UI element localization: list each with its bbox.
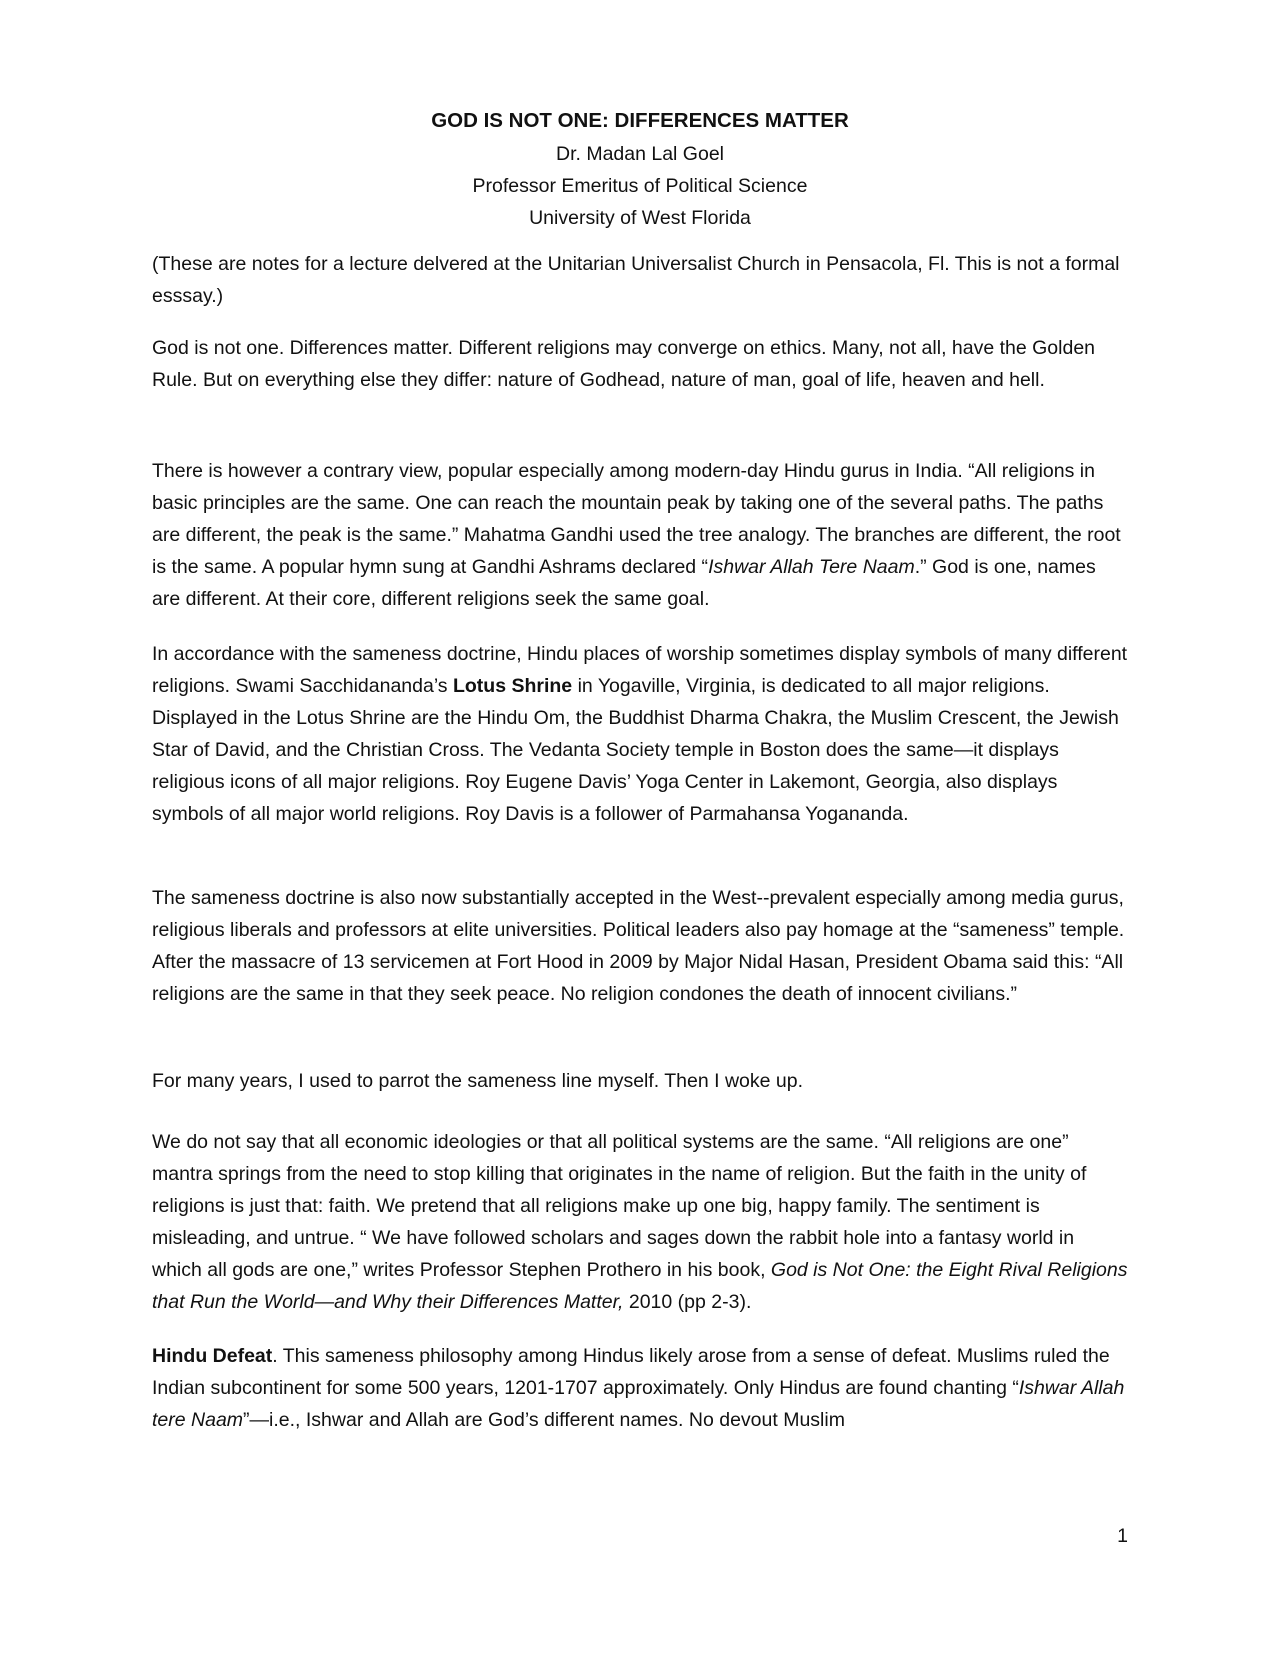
paragraph-6-italic: God is Not One: the Eight Rival Religions that Run the World—and Why their Differences Matter,: [152, 1259, 1128, 1313]
paragraph-3: [152, 638, 1128, 830]
paragraph-6-text-b: 2010 (pp 2-3).: [623, 1291, 752, 1313]
paragraph-2: [152, 455, 1128, 615]
paragraph-7: [152, 1340, 1128, 1436]
document-title: GOD IS NOT ONE: DIFFERENCES MATTER: [431, 109, 849, 132]
paragraph-2-text-b: .” God is one, names are different. At their core, different religions seek the same goal.: [152, 556, 1096, 610]
paragraph-1-text: God is not one. Differences matter. Different religions may converge on ethics. Many, not all, have the Golden Rule. But on everything else they differ: nature of Godhead, nature of man, goal of life, heaven and hell.: [152, 337, 1096, 391]
paragraph-6: [152, 1126, 1128, 1318]
paragraph-6-text-a: We do not say that all economic ideologies or that all political systems are the same. “All religions are one” mantra springs from the need to stop killing that originates in the name of religion. But the faith in the unity of religions is just that: faith. We pretend that all religions make up one big, happy family. The sentiment is misleading, and untrue. “ We have followed scholars and sages down the rabbit hole into a fantasy world in which all gods are one,” writes Professor Stephen Prothero in his book,: [152, 1131, 1087, 1281]
author-name: Dr. Madan Lal Goel: [555, 143, 724, 165]
paragraph-3-text-b: in Yogaville, Virginia, is dedicated to all major religions. Displayed in the Lotus Shrine are the Hindu Om, the Buddhist Dharma Chakra, the Muslim Crescent, the Jewish Star of David, and the Christian Cross. The Vedanta Society temple in Boston does the same—it displays religious icons of all major religions. Roy Eugene Davis’ Yoga Center in Lakemont, Georgia, also displays symbols of all major world religions. Roy Davis is a follower of Parmahansa Yogananda.: [152, 675, 1119, 825]
paragraph-1: [152, 332, 1128, 396]
paragraph-3-bold: Lotus Shrine: [452, 675, 573, 697]
paragraph-7-bold: Hindu Defeat: [152, 1345, 273, 1367]
paragraph-7-text-a: . This sameness philosophy among Hindus likely arose from a sense of defeat. Muslims ruled the Indian subcontinent for some 500 years, 1201-1707 approximately. Only Hindus are found chanting “: [152, 1345, 1110, 1399]
paragraph-5: [152, 1065, 1128, 1097]
paragraph-2-italic: Ishwar Allah Tere Naam: [708, 556, 915, 578]
paragraph-5-text: For many years, I used to parrot the sameness line myself. Then I woke up.: [152, 1070, 804, 1092]
lecture-note-paragraph: [152, 248, 1128, 312]
paragraph-2-text-a: There is however a contrary view, popular especially among modern-day Hindu gurus in India. “All religions in basic principles are the same. One can reach the mountain peak by taking one of the several paths. The paths are different, the peak is the same.” Mahatma Gandhi used the tree analogy. The branches are different, the root is the same. A popular hymn sung at Gandhi Ashrams declared “: [152, 460, 1121, 578]
page-number: 1: [1117, 1525, 1128, 1547]
paragraph-4: [152, 882, 1128, 1010]
document-header: [0, 104, 1280, 234]
paragraph-3-text-a: In accordance with the sameness doctrine, Hindu places of worship sometimes display symbols of many different religions. Swami Sacchidananda’s: [152, 643, 1128, 697]
lecture-note-text: (These are notes for a lecture delvered at the Unitarian Universalist Church in Pensacola, Fl. This is not a formal esssay.): [152, 253, 1120, 307]
author-position: Professor Emeritus of Political Science: [472, 175, 808, 197]
paragraph-4-text: The sameness doctrine is also now substantially accepted in the West--prevalent especially among media gurus, religious liberals and professors at elite universities. Political leaders also pay homage at the “sameness” temple. After the massacre of 13 servicemen at Fort Hood in 2009 by Major Nidal Hasan, President Obama said this: “All religions are the same in that they seek peace. No religion condones the death of innocent civilians.”: [152, 887, 1125, 1005]
paragraph-7-text-b: ”—i.e., Ishwar and Allah are God’s different names. No devout Muslim: [243, 1409, 845, 1431]
paragraph-7-italic: Ishwar Allah tere Naam: [152, 1377, 1125, 1431]
author-affiliation: University of West Florida: [529, 207, 751, 229]
